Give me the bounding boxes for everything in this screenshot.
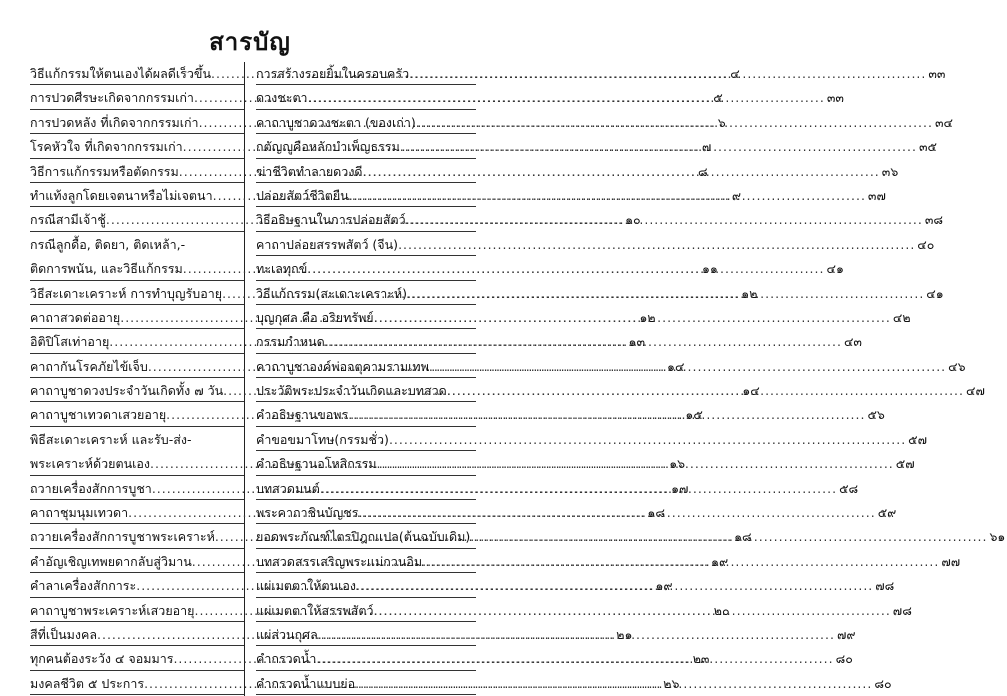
toc-entry [30,428,244,452]
toc-entry-page: ๖ [716,111,728,135]
toc-leader-dots [308,86,825,110]
toc-leader-dots [307,257,824,281]
toc-entry [30,477,244,501]
toc-entry-title: ดวงชะตา [256,86,308,110]
toc-entry [256,379,476,403]
toc-entry-title: วิธีอธิษฐานในการปล่อยสัตว์ [256,208,406,232]
toc-entry [256,550,476,574]
toc-entry [256,623,476,647]
toc-entry-title: การปวดหลัง ที่เกิดจากกรรมเก่า [30,111,199,135]
toc-entry [256,257,476,281]
toc-entry [256,111,476,135]
toc-entry-page: ๔๐ [915,233,936,257]
toc-entry-page: ๑๘ [645,501,667,525]
toc-entry-page: ๑๖ [667,452,687,476]
toc-entry-title: กรณีลูกดื้อ, ติดยา, ติดเหล้า,- [30,233,185,257]
toc-entry [30,208,244,232]
toc-entry-page: ๘ [696,160,710,184]
toc-entry-page: ๓๕ [917,135,939,159]
toc-entry-title: ถวายเครื่องสักการบูชา [30,477,152,501]
toc-entry-page: ๓๓ [825,86,846,110]
toc-entry [256,647,476,671]
toc-leader-dots [316,647,833,671]
toc-entry [30,306,244,330]
toc-entry [256,355,476,379]
toc-entry-title: แผ่เมตตาให้สรรพสัตว์ [256,599,374,623]
toc-entry-title: คำอธิษฐานขอพร [256,403,348,427]
toc-entry-title: ทำแท้งลูกโดยเจตนาหรือไม่เจตนา [30,184,213,208]
toc-entry-title: แผ่ส่วนกุศล [256,623,318,647]
toc-leader-dots [374,306,891,330]
toc-entry-page: ๕๙ [876,501,899,525]
toc-entry [256,86,476,110]
toc-leader-dots [348,403,865,427]
toc-entry-page: ๘๐ [834,647,855,671]
toc-entry-page: ๓๗ [866,184,888,208]
toc-leader-dots [318,623,835,647]
toc-entry-page: ๗ [700,135,713,159]
toc-entry [256,672,476,696]
toc-entry-page: ๕๗ [894,452,917,476]
toc-entry [256,477,476,501]
toc-entry-title: บุญกุศล คือ อริยทรัพย์ [256,306,374,330]
toc-entry-page: ๑๒ [739,282,759,306]
toc-leader-dots [374,599,891,623]
toc-entry-title: คาถาสวดต่ออายุ [30,306,120,330]
toc-entry-page: ๓๖ [880,160,900,184]
toc-entry-page: ๑๑ [700,257,720,281]
toc-entry [30,62,244,86]
toc-entry [30,574,244,598]
toc-entry-page: ๑๓ [627,330,647,354]
toc-entry-title: คาถาบูชาดวงชะตา (ของเก่า) [256,111,416,135]
toc-entry-title: ยอดพระกัณฑ์ไตรปิฎกแปล(ต้นฉบับเดิม) [256,525,470,549]
toc-leader-dots [356,574,873,598]
toc-entry-title: คำขอขมาโทษ(กรรมชั่ว) [256,428,389,452]
toc-entry-title: บทสวดมนต์ [256,477,320,501]
toc-leader-dots [406,208,923,232]
toc-entry [30,672,244,696]
toc-entry-page: ๖๑ [988,525,1007,549]
toc-entry-title: แผ่เมตตาให้ตนเอง [256,574,356,598]
toc-entry [256,184,476,208]
toc-entry-title: สีที่เป็นมงคล [30,623,97,647]
toc-entry [30,501,244,525]
toc-entry-page: ๑๕ [683,403,704,427]
toc-leader-dots [429,355,946,379]
toc-entry-page: ๑๙ [709,550,730,574]
toc-entry [30,599,244,623]
toc-entry [30,647,244,671]
toc-entry [30,184,244,208]
toc-entry-title: ติดการพนัน, และวิธีแก้กรรม [30,257,183,281]
toc-entry-title: คำอัญเชิญเทพยดากลับสู่วิมาน [30,550,192,574]
toc-entry-title: ฆ่าชีวิตทำลายดวงดี [256,160,363,184]
toc-leader-dots [422,550,939,574]
toc-leader-dots [377,452,894,476]
toc-entry-title: คำกรวดน้ำแบบย่อ [256,672,355,696]
toc-leader-dots [389,428,906,452]
toc-leader-dots [325,330,842,354]
toc-entry [30,135,244,159]
toc-leader-dots [355,672,872,696]
toc-entry-title: พิธีสะเดาะเคราะห์ และรับ-ส่ง- [30,428,191,452]
toc-entry [30,379,244,403]
toc-entry-title: กตัญญูคือหลักบำเพ็ญธรรม [256,135,400,159]
toc-entry-page: ๒๑ [614,623,634,647]
toc-entry-page: ๗๗ [939,550,962,574]
toc-leader-dots [398,233,915,257]
toc-entry-page: ๔ [728,62,741,86]
toc-entry [30,160,244,184]
toc-entry [30,623,244,647]
toc-entry [30,452,244,476]
toc-leader-dots [416,111,933,135]
toc-entry-page: ๓๓ [926,62,947,86]
toc-entry [256,160,476,184]
toc-entry-page: ๑๙ [653,574,674,598]
toc-entry [256,306,476,330]
toc-entry-title: คาถาบูชาองค์พ่อจตุคามรามเทพ [256,355,429,379]
toc-entry [256,62,476,86]
toc-entry-page: ๔๖ [946,355,967,379]
toc-entry-title: ทะเลทุกข์ [256,257,307,281]
toc-entry [256,233,476,257]
toc-entry [30,355,244,379]
toc-entry-page: ๔๓ [842,330,864,354]
toc-entry-title: คำกรวดน้ำ [256,647,316,671]
toc-entry-page: ๔๒ [891,306,913,330]
toc-entry-title: บทสวดสรรเสริญพระแม่กวนอิม [256,550,422,574]
toc-entry-title: ถวายเครื่องสักการบูชาพระเคราะห์ [30,525,215,549]
toc-entry-page: ๑๘ [732,525,754,549]
toc-entry-title: พระคาถาชินบัญชร [256,501,358,525]
toc-entry-title: คาถาชุมนุมเทวดา [30,501,128,525]
toc-entry [256,501,476,525]
toc-entry [256,282,476,306]
toc-leader-dots [409,62,926,86]
toc-entry-title: คาถาบูชาดวงประจำวันเกิดทั้ง ๗ วัน [30,379,223,403]
toc-entry-page: ๒๓ [691,647,712,671]
toc-entry [256,135,476,159]
toc-entry-title: ประวัติพระประจำวันเกิดและบทสวด [256,379,447,403]
toc-right-column [256,62,476,696]
toc-leader-dots [400,135,917,159]
toc-entry-page: ๕๖ [865,403,886,427]
toc-entry [30,525,244,549]
toc-entry-title: คาถากันโรคภัยไข้เจ็บ [30,355,148,379]
toc-entry-title: วิธีการแก้กรรมหรือตัดกรรม [30,160,179,184]
toc-leader-dots [407,282,924,306]
toc-entry-page: ๘๐ [872,672,893,696]
toc-leader-dots [447,379,964,403]
toc-entry [30,330,244,354]
toc-entry [30,233,244,257]
toc-entry-title: คาถาปล่อยสรรพสัตว์ (จีน) [256,233,398,257]
toc-entry-page: ๑๗ [669,477,690,501]
toc-entry [256,403,476,427]
toc-entry-title: กรรมกำหนด [256,330,325,354]
toc-entry [30,111,244,135]
toc-entry-title: กรณีสามีเจ้าชู้ [30,208,106,232]
toc-leader-dots [349,184,866,208]
toc-entry [256,428,476,452]
toc-entry [30,282,244,306]
toc-entry-page: ๑๐ [623,208,643,232]
toc-leader-dots [363,160,880,184]
page-title: สารบัญ [0,22,500,61]
toc-entry-title: ปล่อยสัตว์ชีวิตยืน [256,184,349,208]
toc-entry-page: ๙ [730,184,743,208]
toc-entry-title: คำอธิษฐานอโหสิกรรม [256,452,377,476]
toc-entry-page: ๔๑ [824,257,845,281]
toc-left-column [30,62,245,696]
toc-entry-title: โรคหัวใจ ที่เกิดจากกรรมเก่า [30,135,183,159]
toc-entry-title: การสร้างรอยยิ้มในครอบครัว [256,62,409,86]
toc-entry [256,330,476,354]
toc-entry-title: วิธีแก้กรรมให้ตนเองได้ผลดีเร็วขึ้น [30,62,211,86]
toc-entry-title: อิติปิโสเท่าอายุ [30,330,109,354]
toc-leader-dots [470,525,987,549]
toc-entry-page: ๗๙ [835,623,858,647]
toc-entry-page: ๕๗ [906,428,929,452]
toc-entry-page: ๗๘ [891,599,914,623]
toc-entry [30,403,244,427]
toc-entry [256,208,476,232]
toc-entry [256,452,476,476]
toc-entry-title: การปวดศีรษะเกิดจากกรรมเก่า [30,86,194,110]
toc-entry [256,574,476,598]
toc-entry-page: ๕๘ [837,477,860,501]
toc-entry-page: ๒๖ [661,672,681,696]
toc-entry-title: วิธีแก้กรรม(สะเดาะเคราะห์) [256,282,407,306]
toc-entry [256,599,476,623]
toc-entry-title: ทุกคนต้องระวัง ๔ จอมมาร [30,647,173,671]
toc-entry-title: มงคลชีวิต ๕ ประการ [30,672,144,696]
toc-leader-dots [358,501,875,525]
toc-entry-title: พระเคราะห์ด้วยตนเอง [30,452,150,476]
toc-entry-title: คำลาเครื่องสักการะ [30,574,136,598]
toc-entry-page: ๓๘ [923,208,945,232]
toc-entry-page: ๓๔ [933,111,955,135]
toc-entry-page: ๑๔ [740,379,761,403]
toc-entry-title: วิธีสะเดาะเคราะห์ การทำบุญรับอายุ [30,282,222,306]
toc-entry [256,525,476,549]
toc-entry [30,257,244,281]
toc-leader-dots [320,477,837,501]
toc-entry [30,86,244,110]
toc-entry-title: คาถาบูชาพระเคราะห์เสวยอายุ [30,599,195,623]
toc-entry-page: ๑๔ [665,355,686,379]
toc-entry-page: ๑๒ [637,306,657,330]
toc-entry-title: คาถาบูชาเทวดาเสวยอายุ [30,403,166,427]
toc-entry-page: ๒๐ [712,599,732,623]
toc-entry-page: ๕ [711,86,724,110]
toc-entry-page: ๔๑ [924,282,945,306]
toc-entry-page: ๗๘ [873,574,896,598]
toc-entry [30,550,244,574]
toc-entry-page: ๔๗ [964,379,987,403]
